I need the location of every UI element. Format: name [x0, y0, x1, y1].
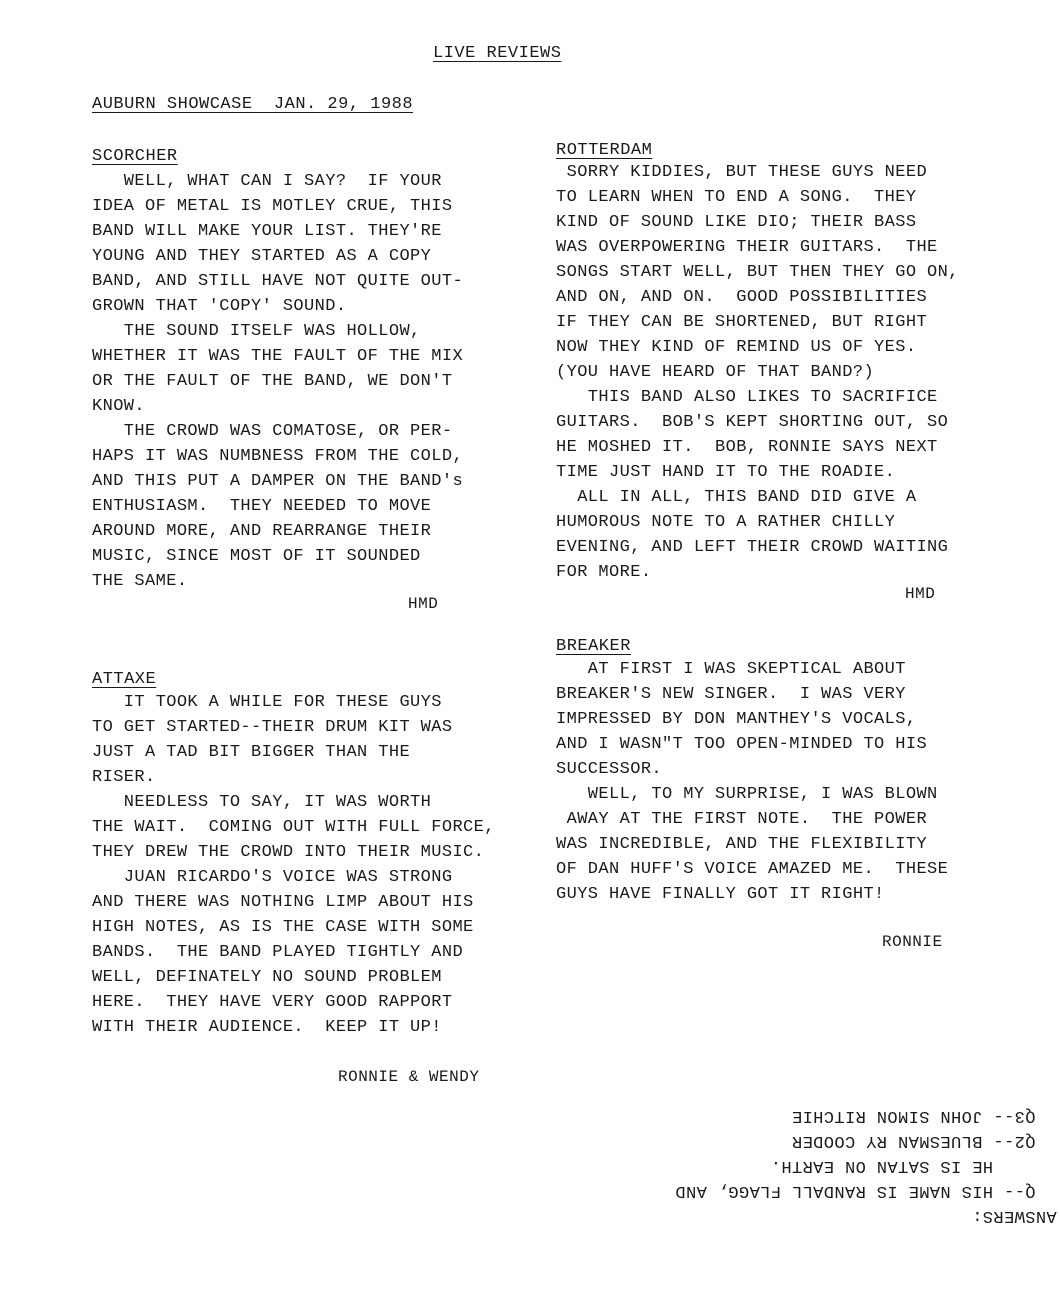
scorcher-heading: SCORCHER [92, 147, 178, 166]
quiz-answers-upside-down: ANSWERS: Q-- HIS NAME IS RANDALL FLAGG, AND HE IS SATAN ON EARTH. Q2-- BLUESMAN RY COODER Q3-- JOHN SIMON RITCHIE [675, 1106, 1057, 1225]
attaxe-review-text: IT TOOK A WHILE FOR THESE GUYS TO GET STARTED--THEIR DRUM KIT WAS JUST A TAD BIT BIGGER THAN THE RISER. NEEDLESS TO SAY, IT WAS WORTH THE WAIT. COMING OUT WITH FULL FORCE, THEY DREW THE CROWD INTO THEIR MUSIC. JUAN RICARDO'S VOICE WAS STRONG AND THERE WAS NOTHING LIMP ABOUT HIS HIGH NOTES, AS IS THE CASE WITH SOME BANDS. THE BAND PLAYED TIGHTLY AND WELL, DEFINATELY NO SOUND PROBLEM HERE. THEY HAVE VERY GOOD RAPPORT WITH THEIR AUDIENCE. KEEP IT UP! [92, 693, 495, 1037]
attaxe-author: RONNIE & WENDY [338, 1068, 480, 1086]
attaxe-heading: ATTAXE [92, 670, 157, 689]
rotterdam-author: HMD [905, 585, 936, 603]
scorcher-review-text: WELL, WHAT CAN I SAY? IF YOUR IDEA OF METAL IS MOTLEY CRUE, THIS BAND WILL MAKE YOUR LIST. THEY'RE YOUNG AND THEY STARTED AS A COPY BAND, AND STILL HAVE NOT QUITE OUT- GROWN THAT 'COPY' SOUND. THE SOUND ITSELF WAS HOLLOW, WHETHER IT WAS THE FAULT OF THE MIX OR THE FAULT OF THE BAND, WE DON'T KNOW. THE CROWD WAS COMATOSE, OR PER- HAPS IT WAS NUMBNESS FROM THE COLD, AND THIS PUT A DAMPER ON THE BAND's ENTHUSIASM. THEY NEEDED TO MOVE AROUND MORE, AND REARRANGE THEIR MUSIC, SINCE MOST OF IT SOUNDED THE SAME. [92, 172, 464, 591]
breaker-heading: BREAKER [556, 637, 631, 656]
breaker-review-text: AT FIRST I WAS SKEPTICAL ABOUT BREAKER'S NEW SINGER. I WAS VERY IMPRESSED BY DON MANTHEY'S VOCALS, AND I WASN"T TOO OPEN-MINDED TO HIS SUCCESSOR. WELL, TO MY SURPRISE, I WAS BLOWN AWAY AT THE FIRST NOTE. THE POWER WAS INCREDIBLE, AND THE FLEXIBILITY OF DAN HUFF'S VOICE AMAZED ME. THESE GUYS HAVE FINALLY GOT IT RIGHT! [556, 660, 949, 904]
page-title: LIVE REVIEWS [433, 44, 562, 63]
event-heading: AUBURN SHOWCASE JAN. 29, 1988 [92, 95, 414, 114]
rotterdam-review-text: SORRY KIDDIES, BUT THESE GUYS NEED TO LEARN WHEN TO END A SONG. THEY KIND OF SOUND LIKE DIO; THEIR BASS WAS OVERPOWERING THEIR GUITARS. THE SONGS START WELL, BUT THEN THEY GO ON, AND ON, AND ON. GOOD POSSIBILITIES IF THEY CAN BE SHORTENED, BUT RIGHT NOW THEY KIND OF REMIND US OF YES. (YOU HAVE HEARD OF THAT BAND?) THIS BAND ALSO LIKES TO SACRIFICE GUITARS. BOB'S KEPT SHORTING OUT, SO HE MOSHED IT. BOB, RONNIE SAYS NEXT TIME JUST HAND IT TO THE ROADIE. ALL IN ALL, THIS BAND DID GIVE A HUMOROUS NOTE TO A RATHER CHILLY EVENING, AND LEFT THEIR CROWD WAITING FOR MORE. [556, 163, 959, 582]
breaker-author: RONNIE [882, 933, 943, 951]
scorcher-author: HMD [408, 595, 439, 613]
rotterdam-heading: ROTTERDAM [556, 141, 653, 160]
